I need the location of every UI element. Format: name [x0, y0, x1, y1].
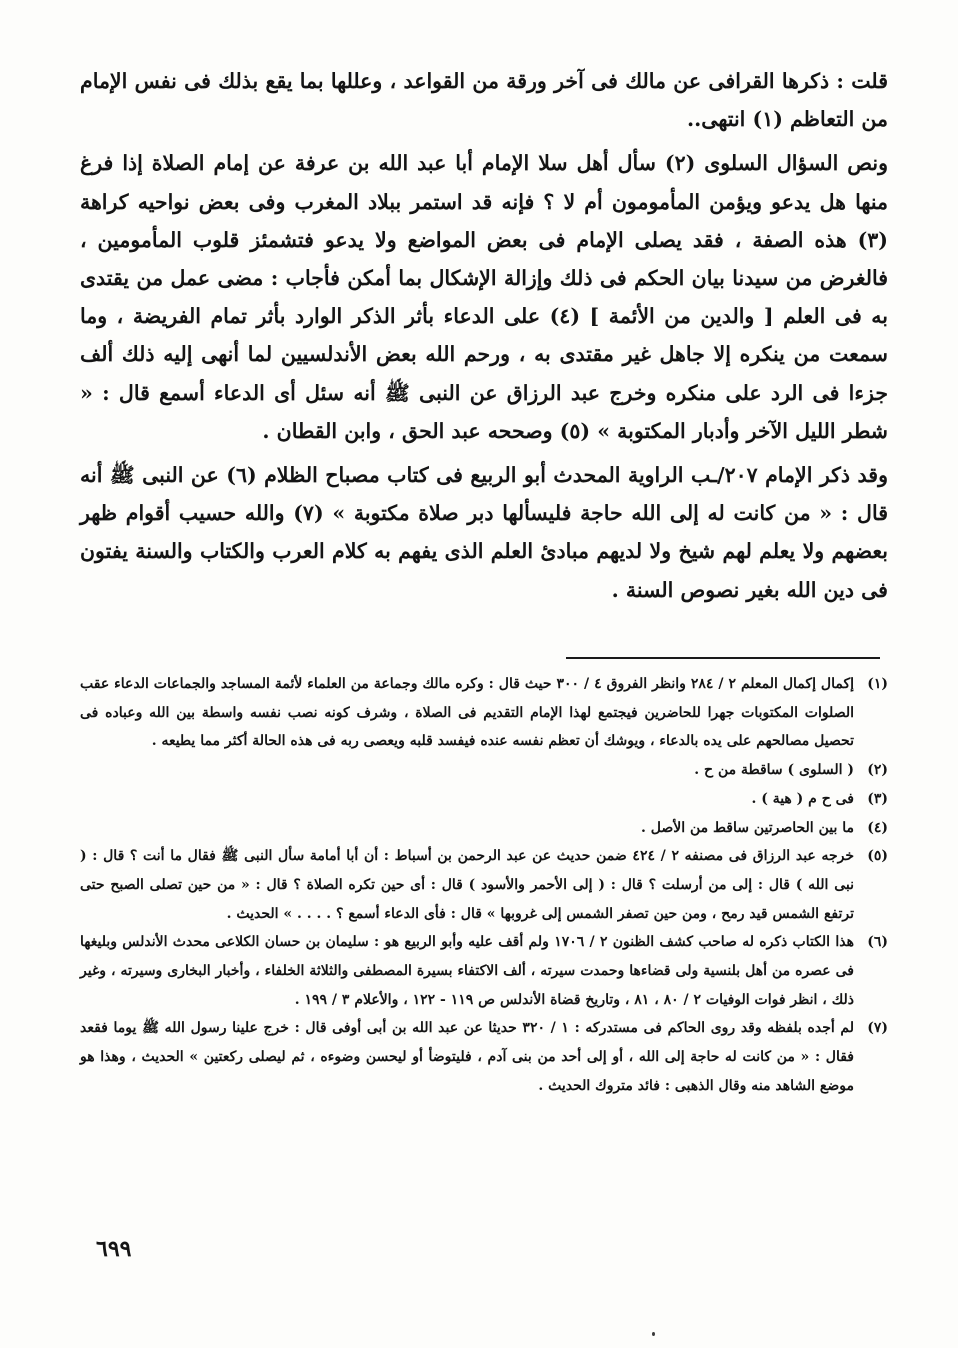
footnote-text: ( السلوى ) ساقطة من ح .	[694, 762, 854, 779]
footnote-number: (٥)	[867, 848, 888, 865]
footnote-number: (٣)	[867, 790, 888, 807]
main-text	[80, 62, 888, 609]
footnote-number: (١)	[867, 676, 888, 692]
paragraph-1: قلت : ذكرها القرافى عن مالك فى آخر ورقة من القواعد ، وعللها بما يقع بذلك فى نفس الإمام من التعاظم (١) انتهى..	[80, 69, 888, 132]
footnote-1	[80, 670, 888, 756]
footnote-4	[80, 814, 888, 843]
footnote-number: (٦)	[867, 934, 888, 951]
footnote-separator	[566, 657, 880, 659]
footnote-5	[80, 842, 888, 928]
footnote-number: (٤)	[867, 819, 888, 836]
print-speck	[652, 1332, 655, 1336]
page-number: ٦٩٩	[96, 1236, 132, 1262]
footnote-number: (٢)	[867, 762, 888, 779]
paragraph-3: وقد ذكر الإمام ٢٠٧/ـب الراوية المحدث أبو الربيع فى كتاب مصباح الظلام (٦) عن النبى ﷺ أنه قال : « من كانت له إلى الله حاجة فليسألها دبر صلاة مكتوبة » (٧) والله حسيب أقوام ظهر بعضهم ولا يعلم لهم شيخ ولا لديهم مبادئ العلم الذى يفهم به كلام العرب والكتاب والسنة يفتون فى دين الله بغير نصوص السنة .	[80, 463, 888, 602]
footnote-3	[80, 785, 888, 814]
footnote-text: إكمال إكمال المعلم ٢ / ٢٨٤ وانظر الفروق ٤ / ٣٠٠ حيث قال : وكره مالك وجماعة من العلماء لأئمة المساجد والجماعات الدعاء عقب الصلوات المكتوبات جهرا للحاضرين فيجتمع لهذا الإمام التقديم فى الصلاة ، وشرف كونه نصب نفسه واسطة بين الله وعباده فى تحصيل مصالحهم على يده بالدعاء ، ويوشك أن تعظم نفسه عنده فيفسد قلبه ويعصى ربه فى هذه الحالة أكثر مما يطيعه .	[80, 676, 855, 750]
footnotes	[80, 670, 888, 1101]
footnote-7	[80, 1014, 888, 1100]
footnote-text: لم أجده بلفظه وقد روى الحاكم فى مستدركه : ١ / ٣٢٠ حديثا عن عبد الله بن أبى أوفى قال : خرج علينا رسول الله ﷺ يوما فقعد فقال : « من كانت له حاجة إلى الله ، أو إلى أحد من بنى آدم ، فليتوضأ أو ليحسن وضوءه ، ثم ليصلى ركعتين » الحديث ، وهذا هو موضع الشاهد منه وقال الذهبى : فائد متروك الحديث .	[80, 1020, 855, 1094]
footnote-6	[80, 928, 888, 1014]
footnote-text: ما بين الحاصرتين ساقط من الأصل .	[640, 819, 854, 836]
footnote-2	[80, 756, 888, 785]
footnote-text: خرجه عبد الرزاق فى مصنفه ٢ / ٤٢٤ ضمن حديث عن عبد الرحمن بن أسباط : أن أبا أمامة سأل النبى ﷺ فقال ما أنت ؟ قال : ( نبى الله ) قال : إلى من أرسلت ؟ قال : ( إلى الأحمر والأسود ) قال : أى حين تكره الصلاة ؟ قال : « من حين تصلى الصبح حتى ترتفع الشمس قيد رمح ، ومن حين تصفر الشمس إلى غروبها » قال : فأى الدعاء أسمع ؟ . . . . » الحديث .	[80, 848, 854, 922]
footnote-number: (٧)	[867, 1020, 888, 1037]
footnote-text: فى ح م ( هية ) .	[751, 790, 854, 807]
footnote-text: هذا الكتاب ذكره له صاحب كشف الظنون ٢ / ١٧٠٦ ولم أقف عليه وأبو الربيع هو : سليمان بن حسان الكلاعى محدث الأندلس وبليغها فى عصره من أهل بلنسية ولى قضاءها وحمدت سيرته ، ألف الاكتفاء بسيرة المصطفى والثلاثة الخلفاء ، وأخبار البخارى وسيرته ، وغير ذلك ، انظر فوات الوفيات ٢ / ٨٠ ، ٨١ ، وتاريخ قضاة الأندلس ص ١١٩ - ١٢٢ ، والأعلام ٣ / ١٩٩ .	[80, 934, 854, 1008]
paragraph-2: ونص السؤال السلوى (٢) سأل أهل سلا الإمام أبا عبد الله بن عرفة عن إمام الصلاة إذا فرغ منها هل يدعو ويؤمن المأمومون أم لا ؟ فإنه قد استمر ببلاد المغرب وفى بعض نواحيه كراهة (٣) هذه الصفة ، فقد يصلى الإمام فى بعض المواضع ولا يدعو فتشمئز قلوب المأمومين ، فالغرض من سيدنا بيان الحكم فى ذلك وإزالة الإشكال بما أمكن فأجاب : مضى عمل من يقتدى به فى العلم [ والدين من الأئمة ] (٤) على الدعاء بأثر الذكر الوارد بأثر تمام الفريضة ، وما سمعت من ينكره إلا جاهل غير مقتدى به ، ورحم الله بعض الأندلسيين لما أنهى إليه ذلك ألف جزءا فى الرد على منكره وخرج عبد الرزاق عن النبى ﷺ أنه سئل أى الدعاء أسمع قال : « شطر الليل الآخر وأدبار المكتوبة » (٥) وصححه عبد الحق ، وابن القطان .	[80, 151, 888, 443]
